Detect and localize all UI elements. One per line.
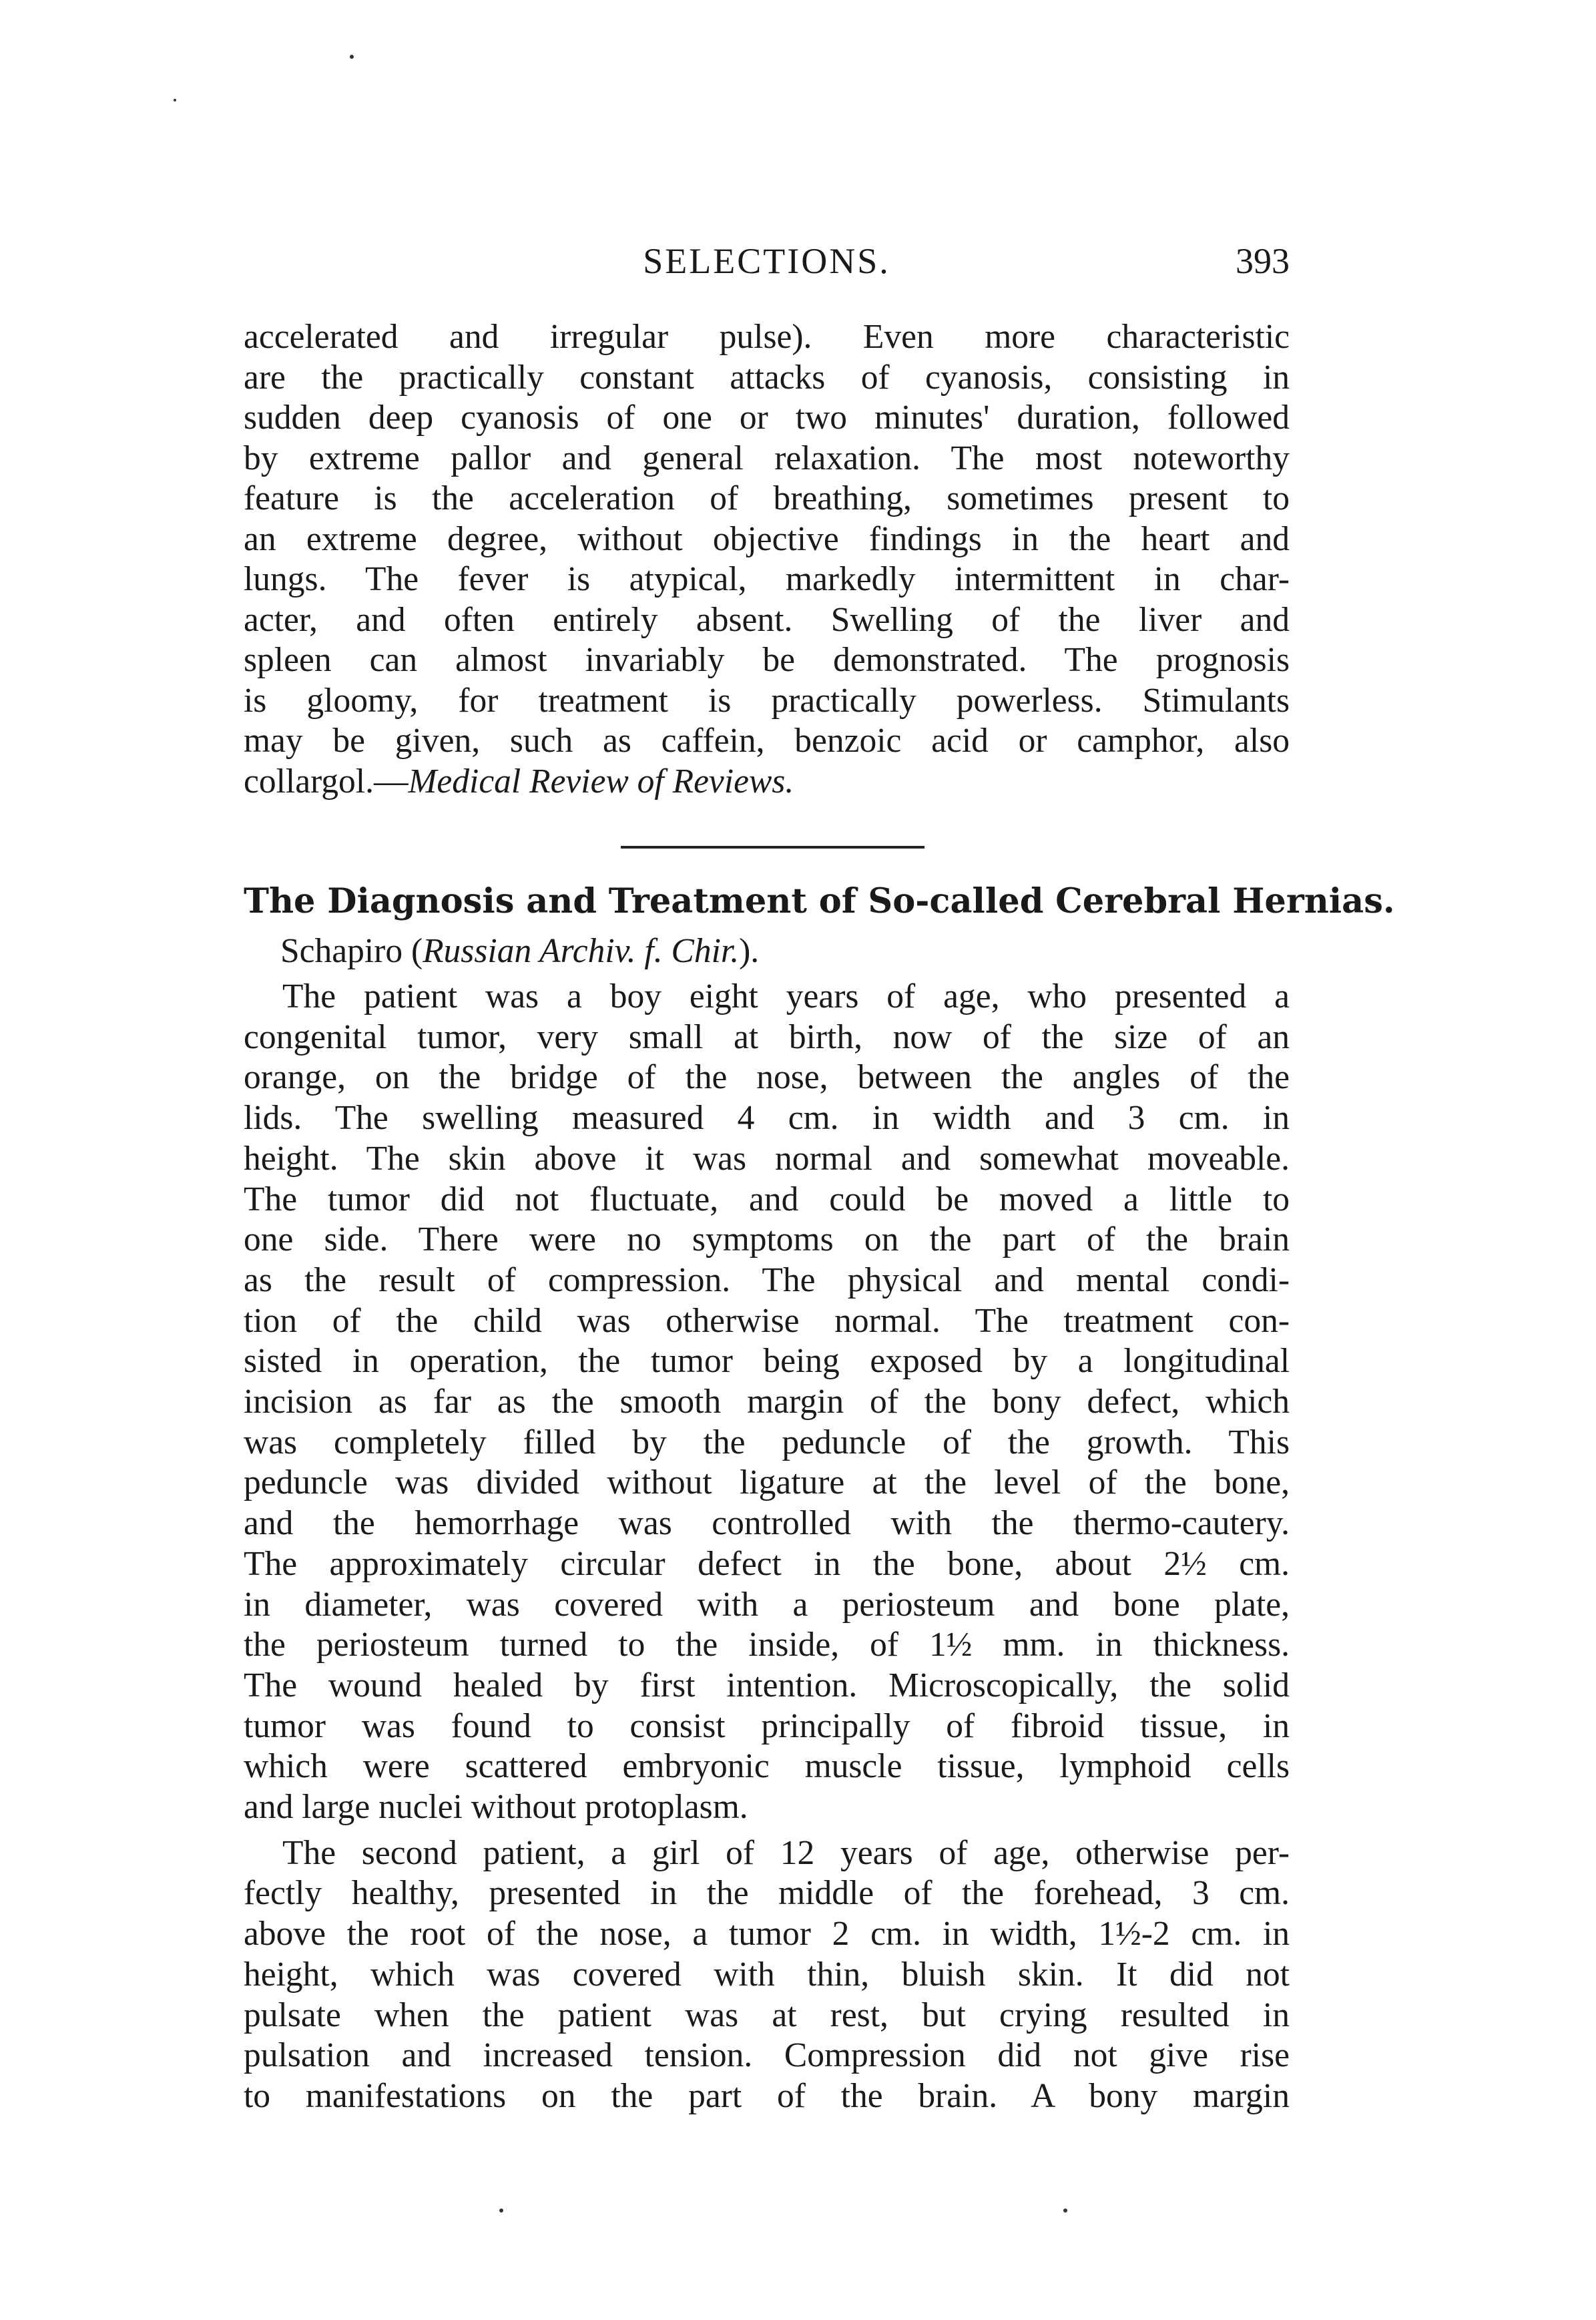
- text-line: as the result of compression. The physical and mental condi-: [244, 1260, 1290, 1299]
- text-line: peduncle was divided without ligature at the level of the bone,: [244, 1463, 1290, 1502]
- text-line: may be given, such as caffein, benzoic acid or camphor, also: [244, 722, 1290, 760]
- text-line: sudden deep cyanosis of one or two minutes' duration, followed: [244, 399, 1290, 437]
- scan-speck: [499, 2209, 503, 2213]
- text-line: height. The skin above it was normal and somewhat moveable.: [244, 1139, 1290, 1178]
- text-line: one side. There were no symptoms on the part of the brain: [244, 1220, 1290, 1259]
- text-line: incision as far as the smooth margin of the bony defect, which: [244, 1383, 1290, 1421]
- article-title: The Diagnosis and Treatment of So-called Cerebral Hernias.: [244, 881, 1395, 921]
- text-line: The second patient, a girl of 12 years of age, otherwise per-: [282, 1833, 1290, 1872]
- text-line: lids. The swelling measured 4 cm. in width and 3 cm. in: [244, 1099, 1290, 1138]
- citation-line: [244, 762, 1290, 802]
- text-line: an extreme degree, without objective findings in the heart and: [244, 519, 1290, 558]
- source-author: Schapiro (: [280, 932, 423, 970]
- text-line: by extreme pallor and general relaxation. The most noteworthy: [244, 439, 1290, 477]
- text-line: spleen can almost invariably be demonstrated. The prognosis: [244, 641, 1290, 679]
- source-end: ).: [739, 932, 760, 970]
- text-line: pulsation and increased tension. Compression did not give rise: [244, 2036, 1290, 2075]
- text-line: height, which was covered with thin, bluish skin. It did not: [244, 1955, 1290, 1994]
- scan-speck: [1063, 2209, 1067, 2213]
- text-line: is gloomy, for treatment is practically powerless. Stimulants: [244, 681, 1290, 720]
- text-line: pulsate when the patient was at rest, but crying resulted in: [244, 1996, 1290, 2034]
- text-line: the periosteum turned to the inside, of 1½ mm. in thickness.: [244, 1626, 1290, 1664]
- text-line: acter, and often entirely absent. Swelling of the liver and: [244, 600, 1290, 639]
- text-line: tion of the child was otherwise normal. The treatment con-: [244, 1301, 1290, 1340]
- page-number: 393: [1236, 241, 1290, 281]
- text-line: orange, on the bridge of the nose, between the angles of the: [244, 1058, 1290, 1097]
- text-line: The patient was a boy eight years of age, who presented a: [282, 977, 1290, 1015]
- scan-speck: [350, 55, 354, 59]
- scan-speck: [174, 99, 176, 101]
- text-line: above the root of the nose, a tumor 2 cm. in width, 1½-2 cm. in: [244, 1915, 1290, 1953]
- text-line: The wound healed by first intention. Microscopically, the solid: [244, 1666, 1290, 1704]
- text-line: in diameter, was covered with a periosteum and bone plate,: [244, 1585, 1290, 1624]
- citation-source: Medical Review of Reviews.: [408, 762, 794, 800]
- article-body: [244, 977, 1290, 2122]
- running-head: SELECTIONS.: [643, 241, 890, 281]
- text-line: The tumor did not fluctuate, and could be moved a little to: [244, 1180, 1290, 1218]
- paragraph-2: [244, 1833, 1290, 2117]
- text-line: to manifestations on the part of the brain. A bony margin: [244, 2076, 1290, 2115]
- citation-prefix: collargol.—: [244, 762, 409, 800]
- text-line: The approximately circular defect in the bone, about 2½ cm.: [244, 1544, 1290, 1583]
- paragraph-1: [244, 977, 1290, 1828]
- text-line: which were scattered embryonic muscle tissue, lymphoid cells: [244, 1747, 1290, 1786]
- text-line: congenital tumor, very small at birth, now of the size of an: [244, 1017, 1290, 1056]
- source-journal: Russian Archiv. f. Chir.: [423, 932, 740, 970]
- text-line: and the hemorrhage was controlled with the thermo-cautery.: [244, 1504, 1290, 1543]
- text-line: feature is the acceleration of breathing, sometimes present to: [244, 479, 1290, 517]
- article-source: [280, 931, 1282, 971]
- text-line: are the practically constant attacks of cyanosis, consisting in: [244, 358, 1290, 397]
- text-line: and large nuclei without protoplasm.: [244, 1788, 748, 1827]
- text-line: tumor was found to consist principally of fibroid tissue, in: [244, 1706, 1290, 1745]
- page-header: [244, 240, 1290, 287]
- text-line: lungs. The fever is atypical, markedly intermittent in char-: [244, 560, 1290, 598]
- continued-text: [244, 317, 1290, 802]
- text-line: fectly healthy, presented in the middle of the forehead, 3 cm.: [244, 1874, 1290, 1913]
- text-line: sisted in operation, the tumor being exposed by a longitudinal: [244, 1342, 1290, 1381]
- text-line: was completely filled by the peduncle of the growth. This: [244, 1423, 1290, 1461]
- section-divider: [621, 846, 924, 849]
- text-line: accelerated and irregular pulse). Even more characteristic: [244, 318, 1290, 356]
